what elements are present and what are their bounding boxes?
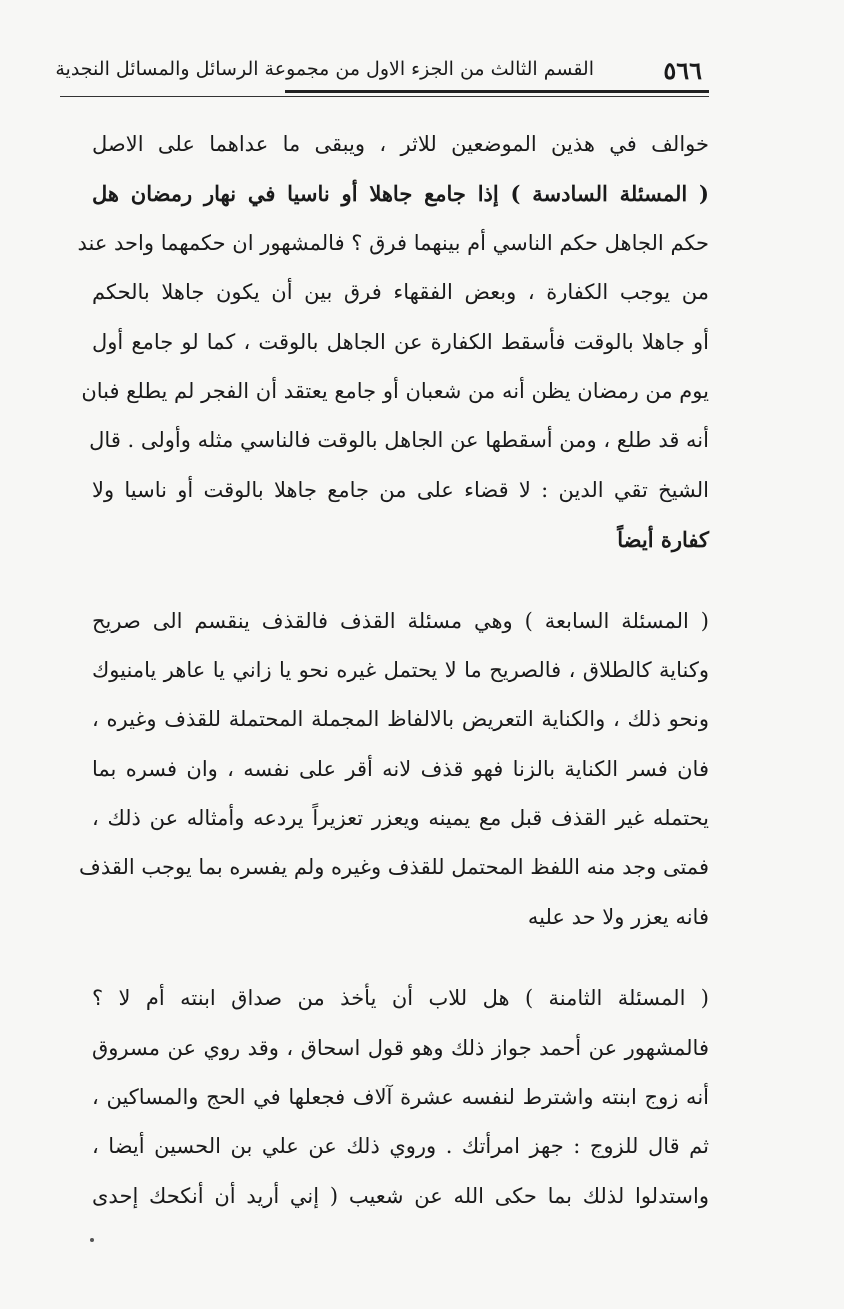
paragraph-gap	[92, 942, 709, 974]
text-line: ونحو ذلك ، والكناية التعريض بالالفاظ المجملة المحتملة للقذف وغيره ،	[92, 707, 709, 732]
text-line: الشيخ تقي الدين : لا قضاء على من جامع جاهلا بالوقت أو ناسيا ولا	[92, 477, 709, 502]
text-line: فان فسر الكناية بالزنا فهو قذف لانه أقر على نفسه ، وان فسره بما	[92, 756, 709, 781]
text-line: حكم الجاهل حكم الناسي أم بينهما فرق ؟ فالمشهور ان حكمهما واحد عند	[77, 230, 709, 255]
text-line: أنه قد طلع ، ومن أسقطها عن الجاهل بالوقت فالناسي مثله وأولى . قال	[89, 428, 709, 453]
text-line: من يوجب الكفارة ، وبعض الفقهاء فرق بين أن يكون جاهلا بالحكم	[92, 280, 709, 305]
text-line: فالمشهور عن أحمد جواز ذلك وهو قول اسحاق ، وقد روي عن مسروق	[92, 1035, 709, 1060]
text-line: وكناية كالطلاق ، فالصريح ما لا يحتمل غيره نحو يا زاني يا عاهر يامنيوك	[92, 657, 709, 682]
text-line: يوم من رمضان يظن أنه من شعبان أو جامع يعتقد أن الفجر لم يطلع فبان	[81, 378, 709, 403]
text-line: خوالف في هذين الموضعين للاثر ، ويبقى ما عداهما على الاصل	[92, 132, 709, 156]
paragraph	[92, 974, 709, 1221]
text-line: ( المسئلة السابعة ) وهي مسئلة القذف فالقذف ينقسم الى صريح	[92, 608, 709, 633]
text-line: ثم قال للزوج : جهز امرأتك . وروي ذلك عن علي بن الحسين أيضا ،	[92, 1134, 709, 1159]
text-line: يحتمله غير القذف قبل مع يمينه ويعزر تعزيراً يردعه وأمثاله عن ذلك ،	[92, 806, 709, 831]
text-line: فانه يعزر ولا حد عليه	[527, 904, 709, 929]
text-line: فمتى وجد منه اللفظ المحتمل للقذف وغيره ولم يفسره بما يوجب القذف	[79, 855, 709, 880]
text-line: أنه زوج ابنته واشترط لنفسه عشرة آلاف فجعلها في الحج والمساكين ،	[92, 1085, 709, 1110]
text-line: أو جاهلا بالوقت فأسقط الكفارة عن الجاهل بالوقت ، كما لو جامع أول	[92, 329, 709, 354]
header-rule-thick	[285, 90, 709, 93]
header-rule-thin	[60, 96, 709, 97]
text-line: ( المسئلة الثامنة ) هل للاب أن يأخذ من صداق ابنته أم لا ؟	[92, 986, 709, 1011]
paragraph-gap	[92, 565, 709, 597]
running-title: القسم الثالث من الجزء الاول من مجموعة الرسائل والمسائل النجدية	[55, 58, 594, 80]
text-line: كفارة أيضاً	[617, 527, 709, 553]
text-line: ( المسئلة السادسة ) إذا جامع جاهلا أو ناسيا في نهار رمضان هل	[92, 181, 709, 207]
page-header	[55, 46, 784, 96]
paragraph	[77, 120, 709, 565]
text-line: واستدلوا لذلك بما حكى الله عن شعيب ( إني أريد أن أنكحك إحدى	[92, 1183, 709, 1208]
body-text	[77, 120, 709, 1221]
page-number: ٥٦٦	[663, 56, 702, 85]
paragraph	[79, 597, 709, 943]
ink-speck	[90, 1238, 94, 1242]
